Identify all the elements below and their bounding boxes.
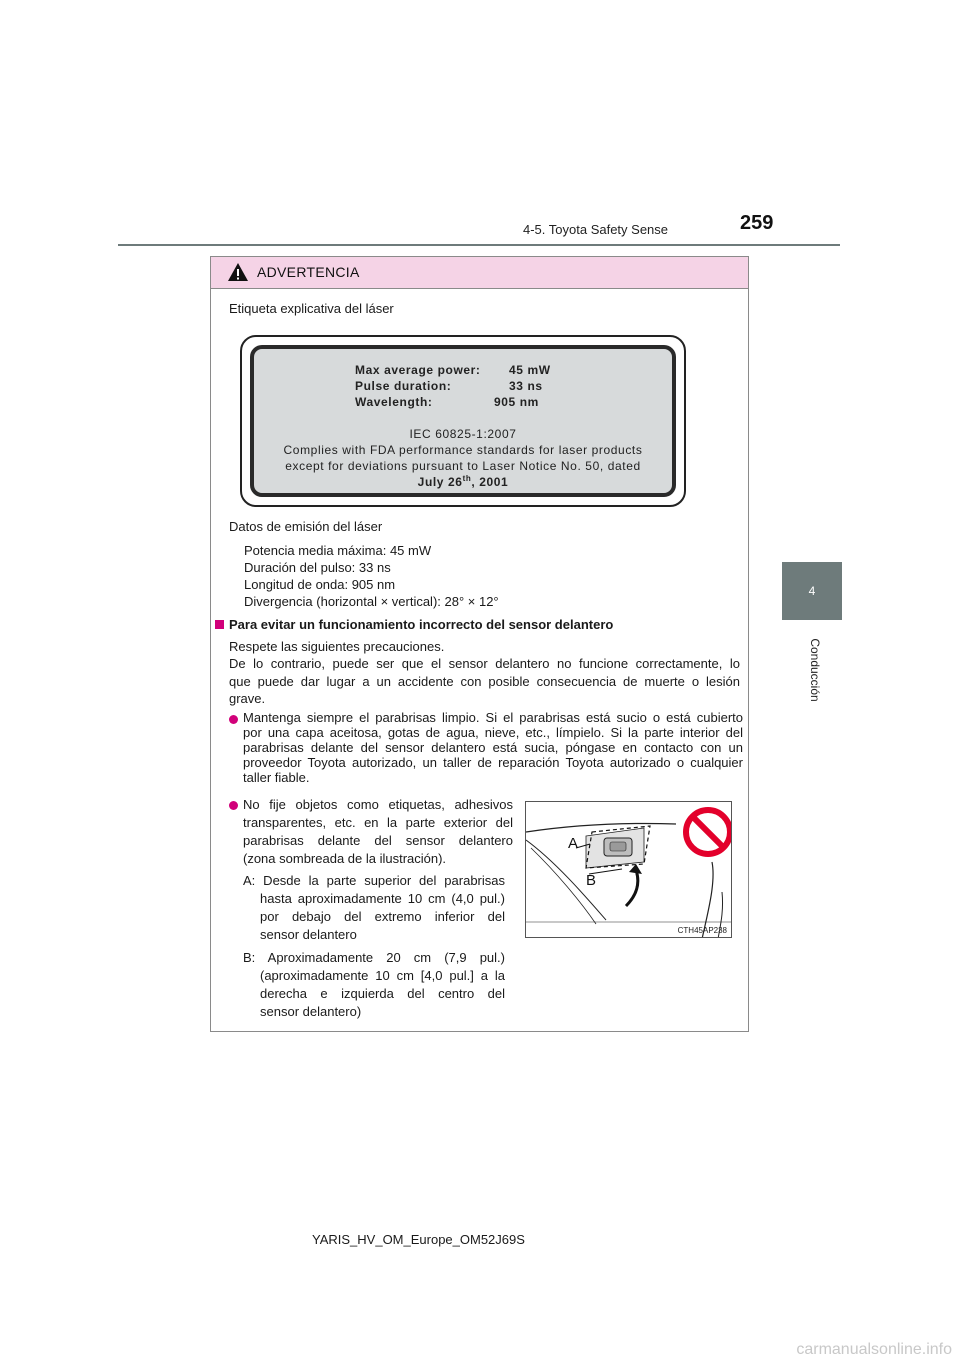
power-value: 45 mW <box>509 363 551 377</box>
item-b-line-4: sensor delantero) <box>260 1004 362 1019</box>
pulse-value: 33 ns <box>509 379 543 393</box>
warning-title: ADVERTENCIA <box>257 264 360 280</box>
windshield-illustration <box>525 801 732 938</box>
laser-label <box>240 335 686 507</box>
warning-header <box>211 257 748 289</box>
bullet-2-line-4: (zona sombreada de la ilustración). <box>243 851 447 866</box>
section-heading: Para evitar un funcionamiento incorrecto del sensor delantero <box>229 617 614 632</box>
bullet-1-line-3: parabrisas delante del sensor delantero está sucia, póngase en contacto con un <box>243 740 743 755</box>
prohibited-sign-icon <box>686 810 730 854</box>
emission-pulse: Duración del pulso: 33 ns <box>244 560 391 575</box>
compliance-line-1: Complies with FDA performance standards for laser products <box>283 443 643 457</box>
label-caption: Etiqueta explicativa del láser <box>229 301 394 316</box>
wave-key: Wavelength: <box>355 395 433 409</box>
bullet-1-line-2: por una capa aceitosa, gotas de agua, nieve, etc., límpielo. Si la parte interior del <box>243 725 743 740</box>
item-a-line-2: hasta aproximadamente 10 cm (4,0 pul.) <box>260 891 505 906</box>
label-b: B <box>586 872 597 889</box>
windshield-sensor-drawing <box>526 802 732 938</box>
compliance-line-2: except for deviations pursuant to Laser Notice No. 50, dated <box>285 459 641 473</box>
bullet-1-line-1: Mantenga siempre el parabrisas limpio. Si el parabrisas está sucio o está cubierto <box>243 710 743 725</box>
watermark <box>0 1340 960 1358</box>
emission-wavelength: Longitud de onda: 905 nm <box>244 577 396 592</box>
intro-line-4: grave. <box>229 691 266 706</box>
document-id: YARIS_HV_OM_Europe_OM52J69S <box>312 1232 525 1247</box>
section-bullet <box>215 620 224 629</box>
emission-power: Potencia media máxima: 45 mW <box>244 543 432 558</box>
bullet-2-line-2: transparentes, etc. en la parte exterior del <box>243 815 513 830</box>
power-key: Max average power: <box>355 363 481 377</box>
figure-code: CTH45AP238 <box>677 926 727 935</box>
emission-title: Datos de emisión del láser <box>229 519 383 534</box>
wave-value: 905 nm <box>494 395 539 409</box>
laser-label-inner <box>250 345 676 497</box>
item-b-line-2: (aproximadamente 10 cm [4,0 pul.] a la <box>260 968 505 983</box>
compliance-date: July 26th, 2001 <box>417 474 509 489</box>
bullet-2-dot <box>229 801 238 810</box>
page-number: 259 <box>740 212 774 234</box>
section-title: 4-5. Toyota Safety Sense <box>523 222 669 237</box>
item-a-line-3: por debajo del extremo inferior del <box>260 909 505 924</box>
item-b-line-1: B: Aproximadamente 20 cm (7,9 pul.) <box>243 950 505 965</box>
chapter-label: Conducción <box>808 638 822 702</box>
item-a-line-4: sensor delantero <box>260 927 357 942</box>
item-a-line-1: A: Desde la parte superior del parabrisas <box>243 873 505 888</box>
watermark-text: carmanualsonline.info <box>796 1341 952 1358</box>
bullet-1-line-5: taller fiable. <box>243 770 310 785</box>
bullet-1-line-4: proveedor Toyota autorizado, un taller de reparación Toyota autorizado o cualquier <box>243 755 743 770</box>
bullet-2-line-1: No fije objetos como etiquetas, adhesivos <box>243 797 513 812</box>
bullet-2-line-3: parabrisas delante del sensor delantero <box>243 833 513 848</box>
bullet-1-dot <box>229 715 238 724</box>
chapter-number: 4 <box>808 584 816 598</box>
intro-line-1: Respete las siguientes precauciones. <box>229 639 445 654</box>
pulse-key: Pulse duration: <box>355 379 452 393</box>
warning-triangle-icon <box>227 262 249 282</box>
label-a: A <box>568 835 579 852</box>
standard-text: IEC 60825-1:2007 <box>409 427 517 441</box>
header-rule <box>118 244 840 246</box>
intro-line-2: De lo contrario, puede ser que el sensor delantero no funcione correctamente, lo <box>229 656 740 671</box>
intro-line-3: que puede dar lugar a un accidente con posible consecuencia de muerte o lesión <box>229 674 740 689</box>
item-b-line-3: derecha e izquierda del centro del <box>260 986 505 1001</box>
emission-divergence: Divergencia (horizontal × vertical): 28° × 12° <box>244 594 499 609</box>
